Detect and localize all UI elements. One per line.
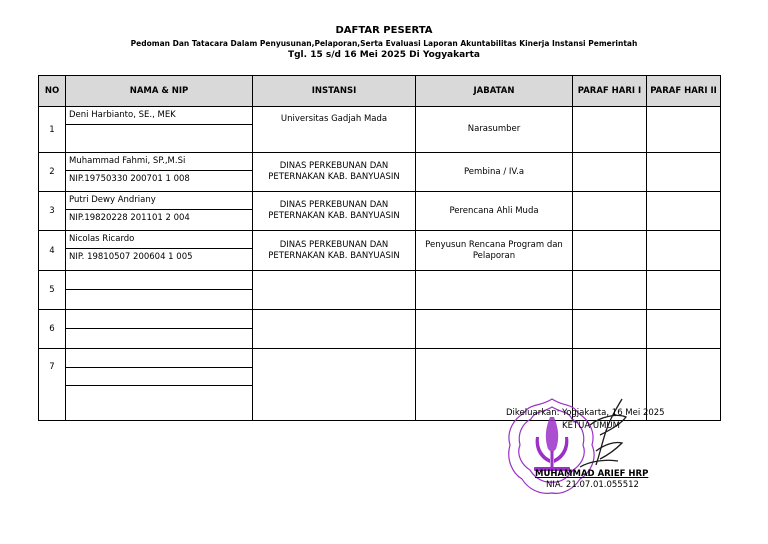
- row-nama: [66, 310, 252, 329]
- row-nama-nip: [66, 271, 253, 310]
- row-nama-nip: [66, 231, 253, 271]
- header-no: NO: [39, 76, 66, 107]
- row-paraf-2[interactable]: [647, 310, 721, 349]
- row-paraf-1[interactable]: [573, 192, 647, 231]
- row-instansi: [253, 349, 416, 421]
- table-header-row: [39, 76, 721, 107]
- row-paraf-1[interactable]: [573, 231, 647, 271]
- row-nama-nip: [66, 107, 253, 153]
- table-row: [39, 107, 721, 153]
- row-extra-line: [66, 386, 252, 404]
- row-nama: [66, 271, 252, 290]
- signatory-nia: NIA. 21.07.01.055512: [546, 480, 639, 490]
- participant-table: [38, 75, 721, 421]
- header-nama: NAMA & NIP: [66, 76, 253, 107]
- table-row: [39, 310, 721, 349]
- row-no: 1: [39, 107, 66, 153]
- table-row: [39, 153, 721, 192]
- row-no: 7: [39, 349, 66, 421]
- table-row: [39, 271, 721, 310]
- row-instansi: DINAS PERKEBUNAN DAN PETERNAKAN KAB. BANYUASIN: [253, 231, 416, 271]
- row-jabatan: Pembina / IV.a: [416, 153, 573, 192]
- row-jabatan: [416, 271, 573, 310]
- row-paraf-2[interactable]: [647, 271, 721, 310]
- signature-role: KETUA UMUM: [562, 421, 620, 431]
- row-paraf-2[interactable]: [647, 153, 721, 192]
- row-no: 6: [39, 310, 66, 349]
- row-no: 3: [39, 192, 66, 231]
- row-nama: Muhammad Fahmi, SP.,M.Si: [66, 153, 252, 171]
- row-jabatan: Penyusun Rencana Program dan Pelaporan: [416, 231, 573, 271]
- row-nip: [66, 329, 252, 347]
- row-instansi: [253, 271, 416, 310]
- row-instansi: [253, 310, 416, 349]
- row-nip: [66, 368, 252, 386]
- row-paraf-2[interactable]: [647, 231, 721, 271]
- table-row: [39, 192, 721, 231]
- table-row: [39, 231, 721, 271]
- row-nama: [66, 349, 252, 368]
- row-jabatan: Narasumber: [416, 107, 573, 153]
- row-nama: Nicolas Ricardo: [66, 231, 252, 249]
- row-instansi: Universitas Gadjah Mada: [253, 107, 416, 153]
- row-paraf-1[interactable]: [573, 107, 647, 153]
- row-nip: [66, 290, 252, 308]
- row-instansi: DINAS PERKEBUNAN DAN PETERNAKAN KAB. BANYUASIN: [253, 153, 416, 192]
- header-paraf-1: PARAF HARI I: [573, 76, 647, 107]
- document-subtitle: Pedoman Dan Tatacara Dalam Penyusunan,Pelaporan,Serta Evaluasi Laporan Akuntabilitas Kinerja Instansi Pemerintah: [130, 39, 638, 48]
- row-paraf-1[interactable]: [573, 310, 647, 349]
- row-paraf-1[interactable]: [573, 271, 647, 310]
- row-jabatan: [416, 310, 573, 349]
- row-instansi: DINAS PERKEBUNAN DAN PETERNAKAN KAB. BANYUASIN: [253, 192, 416, 231]
- header-paraf-2: PARAF HARI II: [647, 76, 721, 107]
- document-title: DAFTAR PESERTA: [335, 25, 433, 36]
- row-nama: Deni Harbianto, SE., MEK: [66, 107, 252, 125]
- header-jabatan: JABATAN: [416, 76, 573, 107]
- header-instansi: INSTANSI: [253, 76, 416, 107]
- row-nama-nip: [66, 310, 253, 349]
- row-no: 4: [39, 231, 66, 271]
- row-nip: NIP.19820228 201101 2 004: [69, 213, 190, 223]
- row-nama-nip: [66, 153, 253, 192]
- row-nip: NIP. 19810507 200604 1 005: [69, 252, 193, 262]
- row-nip: NIP.19750330 200701 1 008: [69, 174, 190, 184]
- row-nama-nip: [66, 192, 253, 231]
- row-nama: Putri Dewy Andriany: [66, 192, 252, 210]
- row-nama-nip: [66, 349, 253, 421]
- signatory-name: MUHAMMAD ARIEF HRP: [535, 469, 649, 479]
- document-date-line: Tgl. 15 s/d 16 Mei 2025 Di Yogyakarta: [287, 50, 481, 60]
- row-paraf-1[interactable]: [573, 153, 647, 192]
- row-nip: [66, 125, 252, 143]
- row-no: 2: [39, 153, 66, 192]
- row-jabatan: Perencana Ahli Muda: [416, 192, 573, 231]
- row-paraf-2[interactable]: [647, 192, 721, 231]
- row-paraf-2[interactable]: [647, 107, 721, 153]
- signature-place-date: Dikeluarkan: Yogjakarta, 16 Mei 2025: [506, 408, 665, 418]
- row-no: 5: [39, 271, 66, 310]
